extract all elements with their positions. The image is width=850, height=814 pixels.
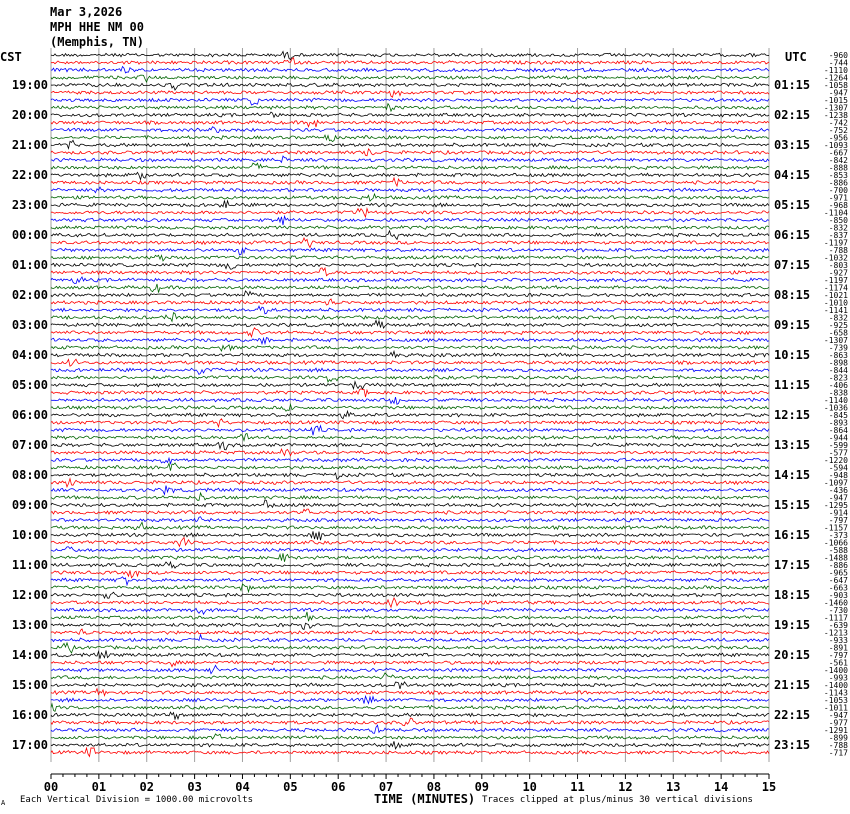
- trace-line: [51, 263, 769, 269]
- trace-line: [51, 238, 769, 248]
- x-tick-label: 14: [713, 780, 729, 794]
- trace-offset-label: -1157: [823, 523, 848, 533]
- trace-line: [51, 479, 769, 487]
- trace-line: [51, 643, 769, 653]
- trace-line: [51, 345, 769, 351]
- trace-offset-label: -797: [828, 651, 848, 660]
- trace-offset-label: -639: [828, 621, 848, 630]
- trace-line: [51, 562, 769, 568]
- trace-line: [51, 231, 769, 240]
- trace-offset-label: -944: [828, 433, 848, 443]
- trace-line: [51, 734, 769, 739]
- trace-offset-label: -658: [828, 328, 848, 338]
- trace-offset-label: -947: [828, 493, 848, 503]
- x-tick-label: 10: [522, 780, 537, 794]
- trace-line: [51, 104, 769, 112]
- trace-line: [51, 209, 769, 217]
- trace-offset-label: -1140: [823, 396, 848, 405]
- trace-line: [51, 442, 769, 450]
- trace-line: [51, 571, 769, 578]
- trace-line: [51, 75, 769, 82]
- trace-offset-label: -927: [828, 268, 848, 278]
- trace-offset-label: -853: [828, 171, 848, 180]
- trace-offset-label: -1058: [823, 81, 848, 90]
- x-tick-label: 04: [235, 780, 250, 794]
- trace-line: [51, 277, 769, 284]
- left-hour-label: 01:00: [11, 258, 48, 272]
- left-hour-label: 19:00: [11, 78, 48, 92]
- trace-offset-label: -744: [828, 58, 848, 68]
- trace-line: [51, 661, 769, 667]
- x-tick-label: 06: [330, 780, 346, 794]
- left-hour-label: 04:00: [11, 348, 48, 362]
- right-hour-label: 18:15: [774, 588, 811, 602]
- x-tick-label: 11: [570, 780, 585, 794]
- trace-offset-label: -1053: [823, 696, 848, 705]
- left-hour-label: 02:00: [11, 288, 48, 302]
- right-hour-label: 14:15: [774, 468, 811, 482]
- trace-line: [51, 608, 769, 614]
- trace-line: [51, 248, 769, 255]
- header-date: Mar 3,2026: [50, 5, 123, 19]
- x-tick-label: 02: [139, 780, 154, 794]
- trace-line: [51, 299, 769, 305]
- trace-line: [51, 712, 769, 719]
- trace-offset-label: -588: [828, 546, 848, 555]
- trace-line: [51, 194, 769, 201]
- left-hour-label: 12:00: [11, 588, 48, 602]
- trace-offset-label: -832: [828, 223, 848, 233]
- x-tick-label: 09: [474, 780, 490, 794]
- trace-line: [51, 268, 769, 276]
- trace-offset-label: -925: [828, 321, 848, 330]
- trace-line: [51, 284, 769, 293]
- trace-offset-label: -960: [828, 51, 848, 60]
- trace-offset-label: -898: [828, 358, 848, 368]
- trace-line: [51, 135, 769, 142]
- trace-offset-label: -739: [828, 343, 848, 353]
- trace-line: [51, 463, 769, 471]
- right-hour-label: 21:15: [774, 678, 811, 692]
- trace-line: [51, 376, 769, 382]
- trace-line: [51, 156, 769, 162]
- trace-line: [51, 216, 769, 225]
- trace-offset-label: -1141: [823, 306, 848, 315]
- trace-offset-label: -752: [828, 126, 848, 135]
- trace-offset-label: -1015: [823, 96, 848, 105]
- trace-offset-label: -717: [828, 748, 848, 758]
- trace-line: [51, 553, 769, 562]
- trace-line: [51, 187, 769, 193]
- trace-line: [51, 313, 769, 322]
- x-tick-label: 12: [618, 780, 633, 794]
- x-axis-title: TIME (MINUTES): [374, 792, 476, 806]
- left-hour-label: 15:00: [11, 678, 48, 692]
- trace-offset-label: -893: [828, 418, 848, 428]
- trace-line: [51, 538, 769, 547]
- trace-offset-label: -1174: [823, 283, 848, 293]
- right-hour-label: 09:15: [774, 318, 811, 332]
- trace-line: [51, 426, 769, 436]
- trace-offset-label: -1238: [823, 111, 848, 120]
- x-tick-label: 05: [283, 780, 298, 794]
- right-hour-label: 17:15: [774, 558, 811, 572]
- trace-offset-label: -971: [828, 193, 848, 203]
- trace-line: [51, 397, 769, 404]
- trace-offset-label: -1291: [823, 726, 848, 735]
- trace-line: [51, 718, 769, 726]
- trace-line: [51, 83, 769, 90]
- trace-offset-label: -965: [828, 568, 848, 578]
- left-hour-label: 05:00: [11, 378, 48, 392]
- trace-offset-label: -968: [828, 201, 848, 210]
- trace-offset-label: -888: [828, 163, 848, 173]
- trace-line: [51, 635, 769, 642]
- trace-line: [51, 201, 769, 208]
- trace-offset-label: -700: [828, 186, 848, 195]
- trace-offset-label: -1295: [823, 501, 848, 510]
- trace-line: [51, 98, 769, 105]
- trace-line: [51, 696, 769, 703]
- x-tick-label: 13: [666, 780, 681, 794]
- trace-line: [51, 67, 769, 73]
- trace-offset-label: -1220: [823, 456, 848, 465]
- trace-offset-label: -1488: [823, 553, 848, 563]
- left-hour-label: 00:00: [11, 228, 48, 242]
- trace-line: [51, 411, 769, 419]
- trace-line: [51, 704, 769, 711]
- right-hour-label: 07:15: [774, 258, 811, 272]
- right-hour-label: 10:15: [774, 348, 811, 362]
- right-hour-label: 13:15: [774, 438, 811, 452]
- trace-offset-label: -1036: [823, 403, 848, 413]
- trace-offset-label: -1197: [823, 276, 848, 285]
- header-location: (Memphis, TN): [50, 35, 144, 49]
- trace-offset-label: -977: [828, 718, 848, 728]
- x-tick-label: 07: [378, 780, 394, 794]
- trace-offset-label: -914: [828, 508, 848, 518]
- trace-line: [51, 748, 769, 757]
- trace-line: [51, 592, 769, 598]
- right-hour-label: 03:15: [774, 138, 811, 152]
- trace-offset-label: -845: [828, 411, 848, 420]
- trace-line: [51, 584, 769, 592]
- left-timezone-label: CST: [0, 50, 22, 64]
- trace-line: [51, 509, 769, 514]
- trace-offset-label: -803: [828, 261, 848, 270]
- trace-offset-label: -436: [828, 486, 848, 495]
- trace-line: [51, 52, 769, 60]
- trace-offset-label: -1117: [823, 613, 848, 623]
- trace-line: [51, 493, 769, 500]
- trace-offset-label: -838: [828, 388, 848, 398]
- left-hour-labels: [12, 78, 48, 752]
- trace-offset-label: -933: [828, 636, 848, 645]
- x-axis: [44, 774, 776, 794]
- left-hour-label: 08:00: [11, 468, 48, 482]
- trace-line: [51, 665, 769, 673]
- right-hour-label: 19:15: [774, 618, 811, 632]
- trace-line: [51, 149, 769, 156]
- x-tick-label: 01: [91, 780, 107, 794]
- left-hour-label: 11:00: [11, 558, 48, 572]
- trace-offset-label: -837: [828, 231, 848, 240]
- right-hour-label: 01:15: [774, 78, 811, 92]
- x-tick-label: 15: [761, 780, 777, 794]
- trace-offset-label: -886: [828, 178, 848, 188]
- right-timezone-label: UTC: [785, 50, 807, 64]
- trace-line: [51, 359, 769, 366]
- trace-offset-label: -594: [828, 463, 848, 473]
- right-hour-label: 20:15: [774, 648, 811, 662]
- trace-line: [51, 91, 769, 97]
- header-station: MPH HHE NM 00: [50, 20, 144, 34]
- right-hour-label: 08:15: [774, 288, 811, 302]
- trace-line: [51, 389, 769, 397]
- trace-offset-label: -903: [828, 591, 848, 600]
- trace-offset-label: -788: [828, 246, 848, 255]
- trace-line: [51, 531, 769, 540]
- left-hour-label: 03:00: [11, 318, 48, 332]
- trace-offset-label: -993: [828, 673, 848, 683]
- trace-line: [51, 500, 769, 508]
- trace-line: [51, 163, 769, 169]
- trace-line: [51, 682, 769, 689]
- trace-offset-label: -373: [828, 531, 848, 540]
- trace-offset-label: -1400: [823, 666, 848, 675]
- trace-line: [51, 623, 769, 629]
- trace-line: [51, 458, 769, 463]
- trace-line: [51, 433, 769, 440]
- trace-offset-label: -891: [828, 643, 848, 653]
- trace-line: [51, 673, 769, 679]
- trace-offset-label: -844: [828, 366, 848, 375]
- trace-offset-label: -1032: [823, 253, 848, 263]
- right-hour-label: 16:15: [774, 528, 811, 542]
- left-hour-label: 13:00: [11, 618, 48, 632]
- trace-line: [51, 419, 769, 427]
- right-hour-label: 05:15: [774, 198, 811, 212]
- trace-offset-label: -1460: [823, 598, 848, 608]
- left-hour-label: 14:00: [11, 648, 48, 662]
- trace-line: [51, 320, 769, 328]
- trace-line: [51, 58, 769, 64]
- right-hour-label: 06:15: [774, 228, 811, 242]
- trace-offset-label: -842: [828, 156, 848, 165]
- trace-offset-label: -1093: [823, 141, 848, 150]
- trace-offset-label: -1104: [823, 208, 848, 218]
- trace-offset-label: -788: [828, 741, 848, 750]
- trace-offset-label: -1307: [823, 336, 848, 345]
- trace-offset-label: -1143: [823, 688, 848, 698]
- trace-line: [51, 486, 769, 495]
- trace-line: [51, 328, 769, 337]
- trace-offset-labels: [824, 51, 848, 758]
- trace-line: [51, 522, 769, 529]
- trace-line: [51, 255, 769, 261]
- trace-offset-label: -832: [828, 313, 848, 323]
- trace-offset-label: -406: [828, 381, 848, 390]
- trace-offset-label: -797: [828, 516, 848, 525]
- trace-line: [51, 172, 769, 179]
- trace-offset-label: -1021: [823, 291, 848, 300]
- footer-mark: A: [1, 799, 6, 807]
- trace-offset-label: -599: [828, 441, 848, 450]
- trace-offset-label: -663: [828, 583, 848, 593]
- trace-line: [51, 226, 769, 230]
- left-hour-label: 09:00: [11, 498, 48, 512]
- trace-line: [51, 449, 769, 456]
- trace-line: [51, 629, 769, 634]
- right-hour-label: 22:15: [774, 708, 811, 722]
- trace-line: [51, 338, 769, 344]
- left-hour-label: 21:00: [11, 138, 48, 152]
- trace-line: [51, 382, 769, 389]
- trace-line: [51, 127, 769, 133]
- trace-offset-label: -1011: [823, 703, 848, 713]
- trace-offset-label: -1097: [823, 478, 848, 488]
- trace-offset-label: -1197: [823, 238, 848, 248]
- trace-line: [51, 351, 769, 357]
- trace-line: [51, 741, 769, 749]
- trace-offset-label: -956: [828, 133, 848, 143]
- trace-group: [51, 52, 769, 757]
- left-hour-label: 06:00: [11, 408, 48, 422]
- right-hour-label: 23:15: [774, 738, 811, 752]
- left-hour-label: 07:00: [11, 438, 48, 452]
- trace-line: [51, 612, 769, 621]
- trace-line: [51, 651, 769, 659]
- left-hour-label: 16:00: [11, 708, 48, 722]
- trace-offset-label: -1307: [823, 103, 848, 113]
- trace-line: [51, 689, 769, 696]
- right-hour-label: 02:15: [774, 108, 811, 122]
- trace-offset-label: -863: [828, 351, 848, 360]
- trace-offset-label: -1400: [823, 681, 848, 690]
- trace-line: [51, 120, 769, 127]
- trace-line: [51, 547, 769, 552]
- left-hour-label: 20:00: [11, 108, 48, 122]
- trace-offset-label: -1264: [823, 73, 848, 83]
- trace-line: [51, 306, 769, 314]
- trace-offset-label: -1213: [823, 628, 848, 638]
- trace-offset-label: -899: [828, 733, 848, 743]
- trace-offset-label: -1010: [823, 298, 848, 308]
- trace-offset-label: -850: [828, 216, 848, 225]
- left-hour-label: 23:00: [11, 198, 48, 212]
- scale-note: Each Vertical Division = 1000.00 microvolts: [20, 795, 253, 805]
- trace-line: [51, 112, 769, 117]
- trace-offset-label: -947: [828, 711, 848, 720]
- trace-offset-label: -1110: [823, 66, 848, 75]
- trace-offset-label: -947: [828, 88, 848, 98]
- trace-offset-label: -730: [828, 606, 848, 615]
- trace-offset-label: -577: [828, 448, 848, 458]
- trace-offset-label: -1066: [823, 538, 848, 548]
- left-hour-label: 10:00: [11, 528, 48, 542]
- trace-line: [51, 598, 769, 607]
- right-hour-labels: [774, 78, 810, 752]
- trace-line: [51, 577, 769, 585]
- trace-offset-label: -742: [828, 118, 848, 128]
- x-tick-label: 08: [426, 780, 442, 794]
- trace-offset-label: -647: [828, 576, 848, 585]
- trace-offset-label: -561: [828, 658, 848, 668]
- left-hour-label: 22:00: [11, 168, 48, 182]
- trace-offset-label: -886: [828, 561, 848, 570]
- x-tick-label: 03: [187, 780, 202, 794]
- trace-offset-label: -823: [828, 373, 848, 383]
- right-hour-label: 12:15: [774, 408, 811, 422]
- trace-offset-label: -864: [828, 426, 848, 435]
- trace-line: [51, 405, 769, 412]
- right-hour-label: 15:15: [774, 498, 811, 512]
- trace-line: [51, 368, 769, 374]
- trace-line: [51, 140, 769, 148]
- trace-offset-label: -948: [828, 471, 848, 480]
- right-hour-label: 04:15: [774, 168, 811, 182]
- clip-note: Traces clipped at plus/minus 30 vertical divisions: [482, 795, 753, 805]
- trace-line: [51, 178, 769, 186]
- trace-line: [51, 725, 769, 733]
- trace-line: [51, 473, 769, 479]
- left-hour-label: 17:00: [11, 738, 48, 752]
- trace-offset-label: -667: [828, 148, 848, 158]
- trace-line: [51, 517, 769, 522]
- x-tick-label: 00: [43, 780, 59, 794]
- right-hour-label: 11:15: [774, 378, 811, 392]
